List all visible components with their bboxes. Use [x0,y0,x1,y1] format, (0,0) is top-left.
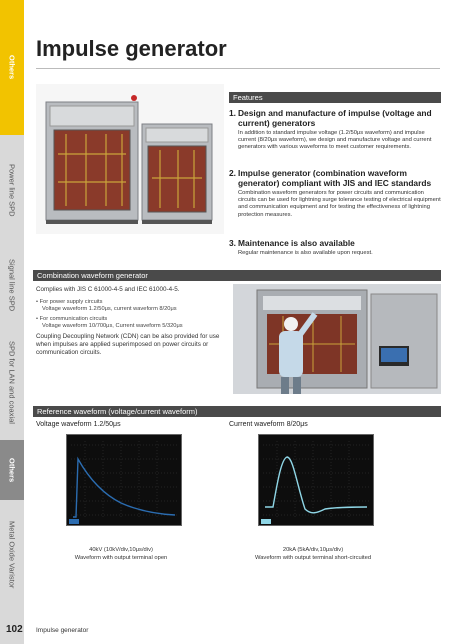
sidebar-tab-others-top[interactable] [0,0,24,135]
current-caption-condition: Waveform with output terminal short-circuited [254,554,372,561]
sidebar-tab-signal-line-spd[interactable] [0,245,24,325]
sidebar-tab-others[interactable] [0,440,24,500]
feature-item-1 [229,108,441,152]
sidebar-tab-spd-lan-coaxial[interactable] [0,325,24,440]
feature-body: Combination waveform generators for power circuits and communication circuits can be used for lightning surge tolerance testing of electrical equipment and communication equipment and for testing the effectiveness of lightning protection measures. [238,190,441,218]
sidebar-tab-label: Others [7,457,17,483]
bullet-title: For communication circuits [39,316,108,322]
current-waveform-label: Current waveform 8/20μs [229,421,308,428]
combination-cdn-note: Coupling Decoupling Network (CDN) can be also provided for use when impulses are applied superimposed on power circuits or communication circuits. [36,333,220,356]
sidebar-tab-metal-oxide-varistor[interactable] [0,500,24,610]
bullet-detail: Voltage waveform 1.2/50μs, current waveform 8/20μs [42,306,177,312]
title-divider [36,68,440,69]
voltage-waveform-caption [41,547,201,562]
current-oscilloscope-screen [258,434,374,526]
footer-label: Impulse generator [36,627,89,634]
feature-title: Maintenance is also available [238,238,355,248]
current-caption-scale: 20kA (5kA/div,10μs/div) [282,547,344,553]
voltage-caption-scale: 40kV (10kV/div,10μs/div) [89,547,153,553]
reference-heading: Reference waveform (voltage/current waveform) [33,406,441,417]
combination-heading: Combination waveform generator [33,270,441,281]
page-number: 102 [6,624,23,635]
voltage-oscilloscope-screen [66,434,182,526]
feature-number: 2. [229,168,236,178]
combination-bullet-1: • For power supply circuits Voltage waveform 1.2/50μs, current waveform 8/20μs [36,299,226,313]
sidebar-tab-label: SPD for LAN and coaxial [7,341,17,424]
feature-title: Impulse generator (combination waveform generator) compliant with JIS and IEC standards [238,168,432,188]
combination-bullet-2: • For communication circuits Voltage waveform 10/700μs, Current waveform 5/320μs [36,316,226,330]
features-heading: Features [229,92,441,103]
sidebar-tab-label: Signal line SPD [7,258,17,312]
voltage-waveform-label: Voltage waveform 1.2/50μs [36,421,121,428]
bullet-title: For power supply circuits [39,299,103,305]
voltage-caption-condition: Waveform with output terminal open [74,554,168,561]
feature-item-3 [229,238,441,257]
lab-operator-photo [233,284,441,394]
bullet-detail: Voltage waveform 10/700μs, Current waveform 5/320μs [42,323,183,329]
combination-complies: Complies with JIS C 61000-4-5 and IEC 61000-4-5. [36,286,180,293]
feature-body: Regular maintenance is also available upon request. [238,250,373,256]
sidebar-tab-power-line-spd[interactable] [0,135,24,245]
page-title: Impulse generator [36,36,227,61]
feature-title: Design and manufacture of impulse (voltage and current) generators [238,108,432,128]
sidebar-tab-label: Others [7,55,17,80]
feature-number: 3. [229,238,236,248]
current-waveform-caption [233,547,393,562]
feature-number: 1. [229,108,236,118]
section-sidebar [0,0,24,644]
feature-item-2 [229,168,441,219]
sidebar-tab-label: Metal Oxide Varistor [7,521,17,589]
sidebar-tab-label: Power line SPD [7,163,17,217]
generator-cabinets-photo [36,84,224,234]
feature-body: In addition to standard impulse voltage (1.2/50μs waveform) and impulse current (8/20μs waveform), we design and manufacture voltage and current generators with various waveforms to meet customer requirements. [238,130,432,151]
